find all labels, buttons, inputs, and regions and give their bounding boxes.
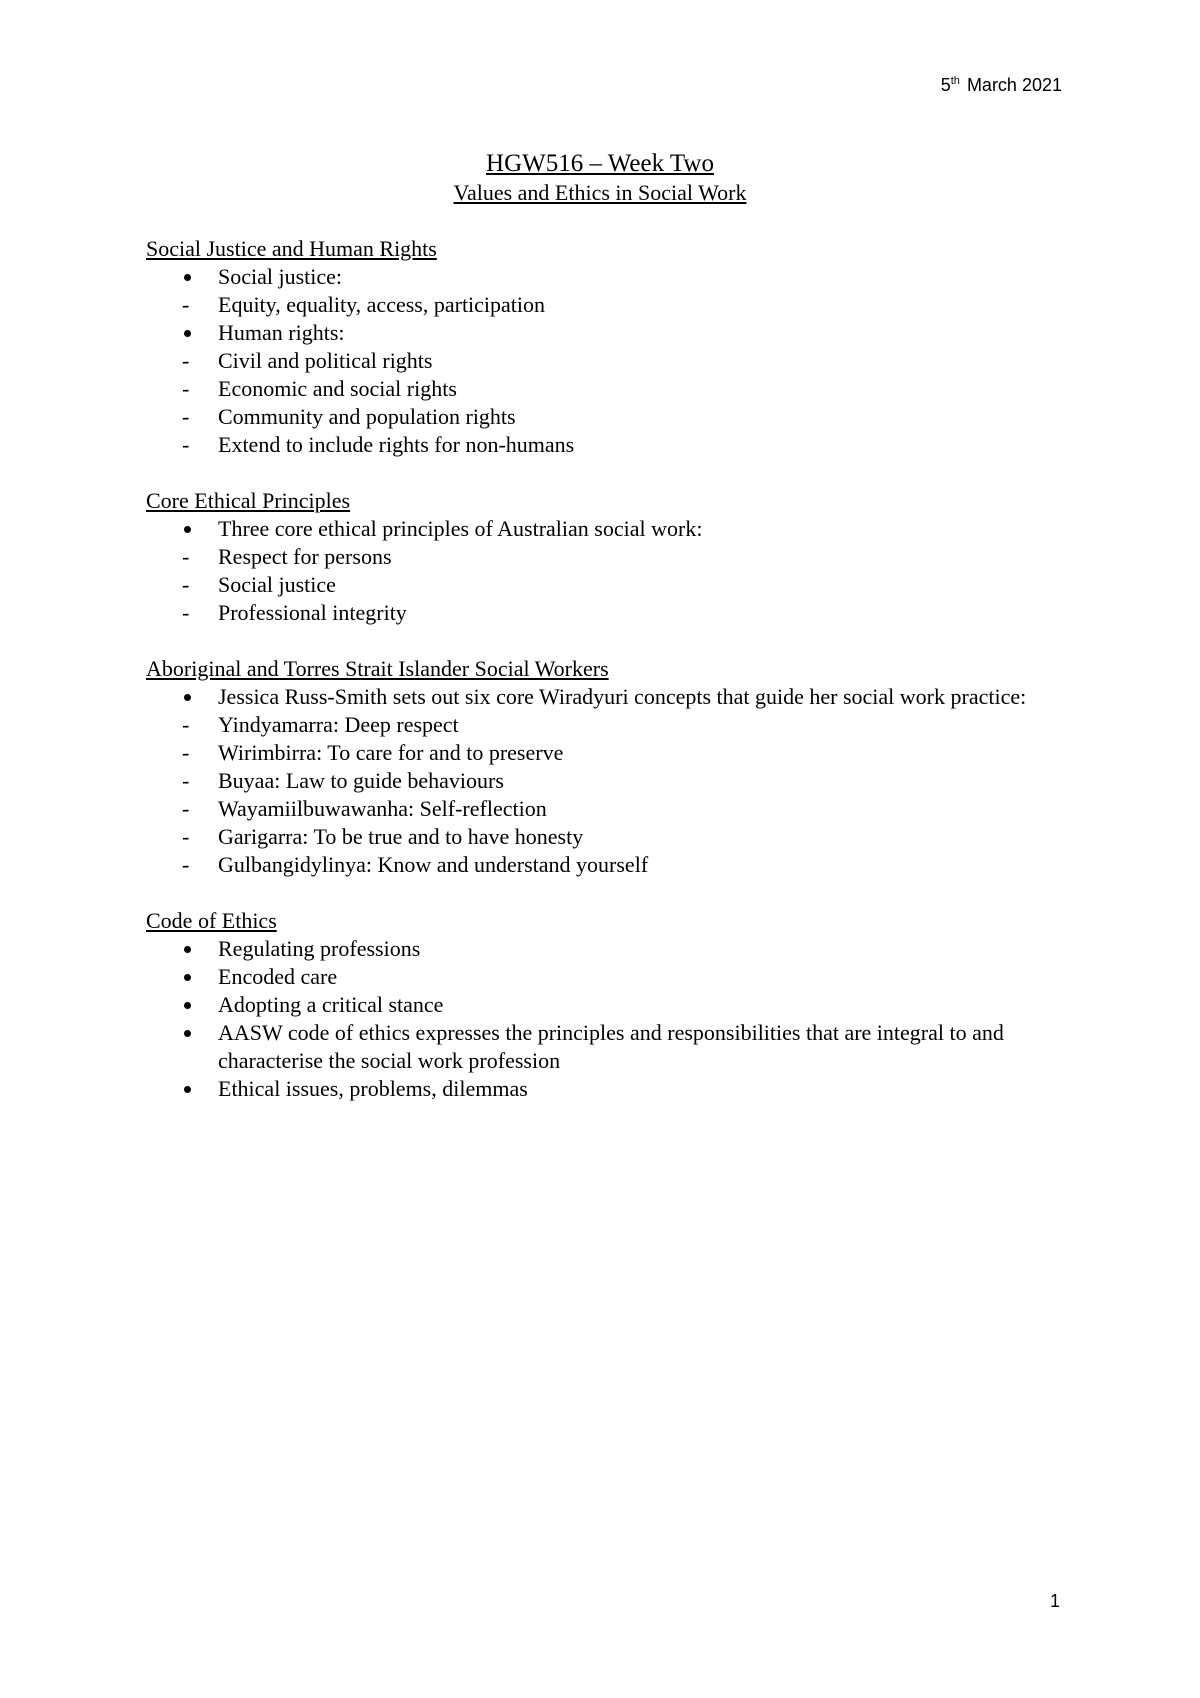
bullet-list [146, 263, 1066, 291]
date-suffix: th [950, 75, 960, 87]
bullet-item: Encoded care [146, 963, 1066, 991]
dash-item: - Community and population rights [182, 403, 1066, 431]
dash-item: - Gulbangidylinya: Know and understand yourself [182, 851, 1066, 879]
date-day: 5 [940, 75, 951, 95]
section-social-justice [146, 235, 1066, 459]
bullet-item [146, 319, 1066, 347]
dash-item: - Civil and political rights [182, 347, 1066, 375]
section-core-ethical-principles [146, 487, 1066, 627]
bullet-item: AASW code of ethics expresses the principles and responsibilities that are integral to and characterise the social work profession [146, 1019, 1066, 1075]
dash-item: - Equity, equality, access, participation [182, 291, 1066, 319]
dash-item: - Garigarra: To be true and to have honesty [182, 823, 1066, 851]
bullet-item [146, 683, 1066, 711]
bullet-item [146, 263, 1066, 291]
page-number: 1 [1049, 1591, 1060, 1611]
bullet-item: Adopting a critical stance [146, 991, 1066, 1019]
bullet-text: Jessica Russ-Smith sets out six core Wiradyuri concepts that guide her social work practice: [218, 684, 1027, 709]
dash-item: - Extend to include rights for non-humans [182, 431, 1066, 459]
dash-list [146, 711, 1066, 879]
bullet-text: Social justice: [218, 264, 343, 289]
bullet-text: Three core ethical principles of Australian social work: [218, 516, 703, 541]
bullet-list [146, 319, 1066, 347]
section-heading: Code of Ethics [146, 908, 277, 933]
dash-item: - Professional integrity [182, 599, 1066, 627]
bullet-list [146, 515, 1066, 543]
bullet-item: Regulating professions [146, 935, 1066, 963]
dash-item: - Wirimbirra: To care for and to preserve [182, 739, 1066, 767]
dash-item: - Social justice [182, 571, 1066, 599]
section-heading: Core Ethical Principles [146, 488, 351, 513]
dash-list [146, 543, 1066, 627]
section-heading: Social Justice and Human Rights [146, 236, 437, 261]
header-date [941, 74, 1062, 96]
notes-content [146, 235, 1066, 1131]
section-code-of-ethics [146, 907, 1066, 1103]
section-heading: Aboriginal and Torres Strait Islander Social Workers [146, 656, 609, 681]
bullet-item: Ethical issues, problems, dilemmas [146, 1075, 1066, 1103]
dash-item: - Wayamiilbuwawanha: Self-reflection [182, 795, 1066, 823]
dash-item: - Yindyamarra: Deep respect [182, 711, 1066, 739]
bullet-list [146, 935, 1066, 1103]
bullet-text: Human rights: [218, 320, 345, 345]
date-month-year: March 2021 [966, 75, 1062, 95]
bullet-item [146, 515, 1066, 543]
dash-list [146, 291, 1066, 319]
section-aboriginal-social-workers [146, 655, 1066, 879]
dash-item: - Economic and social rights [182, 375, 1066, 403]
bullet-list [146, 683, 1066, 711]
dash-item: - Respect for persons [182, 543, 1066, 571]
dash-item: - Buyaa: Law to guide behaviours [182, 767, 1066, 795]
page-title: HGW516 – Week Two [486, 150, 714, 177]
page-subtitle: Values and Ethics in Social Work [453, 180, 747, 205]
dash-list [146, 347, 1066, 459]
